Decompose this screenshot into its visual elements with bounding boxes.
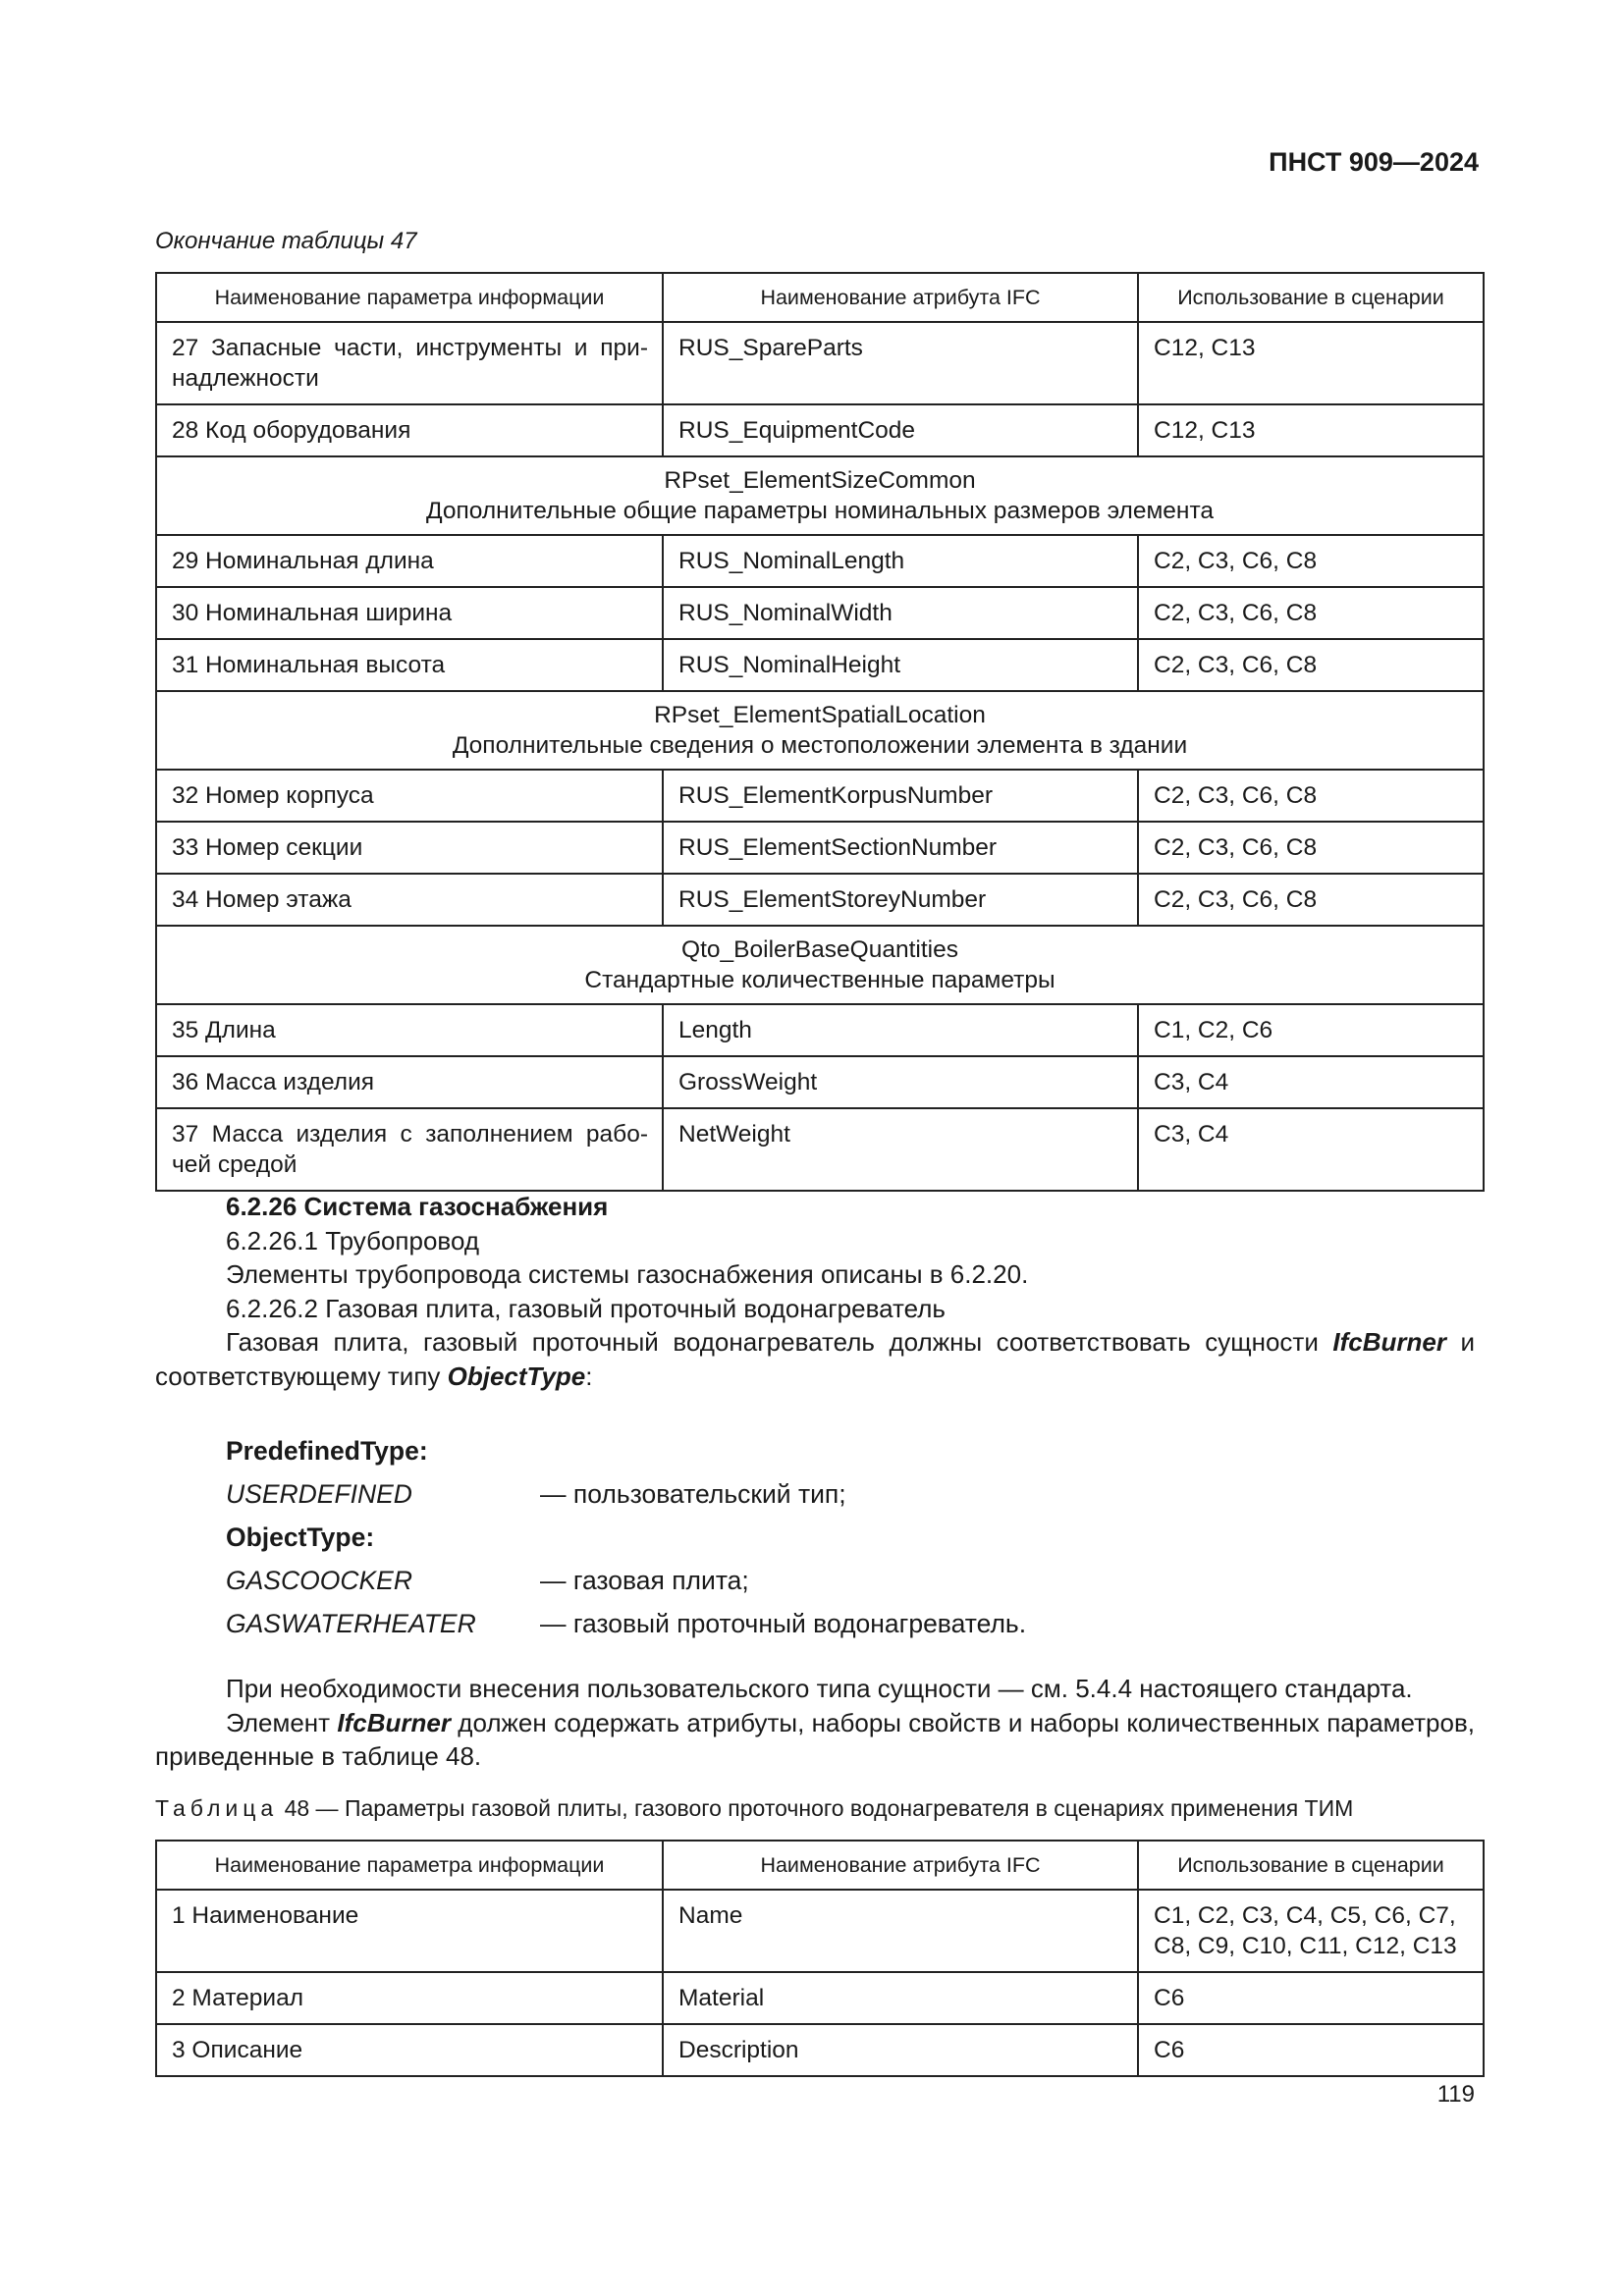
parameter-cell: 27 Запасные части, инструменты и при-надлежности <box>156 322 663 404</box>
column-header-parameter: Наименование параметра информации <box>156 1841 663 1890</box>
ifc-attribute-cell: RUS_NominalWidth <box>663 587 1138 639</box>
ifc-attribute-cell: RUS_NominalLength <box>663 535 1138 587</box>
group-cell <box>156 456 1484 535</box>
type-definitions <box>226 1429 1026 1645</box>
scenario-use-cell: C2, C3, C6, C8 <box>1138 639 1484 691</box>
column-header-scenario-use: Использование в сценарии <box>1138 1841 1484 1890</box>
section-heading: 6.2.26 Система газоснабжения <box>226 1192 609 1221</box>
definition-desc: — газовый проточный водонагреватель. <box>540 1609 1027 1638</box>
ifc-attribute-cell: RUS_ElementStoreyNumber <box>663 874 1138 926</box>
table-row <box>156 1004 1484 1056</box>
table-row <box>156 2024 1484 2076</box>
ifc-attribute-cell: RUS_NominalHeight <box>663 639 1138 691</box>
definition-desc: — пользовательский тип; <box>540 1479 846 1509</box>
parameter-cell: 2 Материал <box>156 1972 663 2024</box>
parameter-cell: 37 Масса изделия с заполнением рабо-чей средой <box>156 1108 663 1191</box>
document-code: ПНСТ 909—2024 <box>1269 147 1479 177</box>
table-row <box>156 587 1484 639</box>
ifc-attribute-cell: Name <box>663 1890 1138 1972</box>
definition-item <box>226 1602 1026 1645</box>
table-row <box>156 822 1484 874</box>
scenario-use-cell: C12, C13 <box>1138 322 1484 404</box>
ifc-attribute-cell: RUS_EquipmentCode <box>663 404 1138 456</box>
table-48-body <box>156 1890 1484 2076</box>
group-cell <box>156 691 1484 770</box>
table-row <box>156 535 1484 587</box>
table-group-row <box>156 456 1484 535</box>
ifc-attribute-cell: RUS_ElementKorpusNumber <box>663 770 1138 822</box>
scenario-use-cell: C12, C13 <box>1138 404 1484 456</box>
scenario-use-cell: C6 <box>1138 2024 1484 2076</box>
property-set-description: Дополнительные сведения о местоположении элемента в здании <box>452 732 1188 759</box>
table-row <box>156 1972 1484 2024</box>
entity-ifcburner: IfcBurner <box>337 1707 451 1737</box>
scenario-use-cell: C2, C3, C6, C8 <box>1138 822 1484 874</box>
group-cell <box>156 926 1484 1004</box>
entity-ifcburner: IfcBurner <box>1332 1327 1446 1357</box>
column-header-scenario-use: Использование в сценарии <box>1138 273 1484 322</box>
parameter-cell: 34 Номер этажа <box>156 874 663 926</box>
parameter-cell: 31 Номинальная высота <box>156 639 663 691</box>
custom-type-note: При необходимости внесения пользовательского типа сущности — см. 5.4.4 настоящего стандарта. <box>226 1674 1413 1703</box>
scenario-use-cell: C3, C4 <box>1138 1056 1484 1108</box>
table-row <box>156 404 1484 456</box>
definition-desc: — газовая плита; <box>540 1566 749 1595</box>
scenario-use-cell: C1, C2, C6 <box>1138 1004 1484 1056</box>
parameter-cell: 1 Наименование <box>156 1890 663 1972</box>
table-48 <box>155 1840 1485 2077</box>
table-group-row <box>156 926 1484 1004</box>
property-set-description: Стандартные количественные параметры <box>584 967 1056 993</box>
definition-item <box>226 1472 1026 1516</box>
scenario-use-cell: C2, C3, C6, C8 <box>1138 874 1484 926</box>
column-header-ifc-attribute: Наименование атрибута IFC <box>663 273 1138 322</box>
ifc-attribute-cell: Material <box>663 1972 1138 2024</box>
ifc-attribute-cell: GrossWeight <box>663 1056 1138 1108</box>
scenario-use-cell: C2, C3, C6, C8 <box>1138 587 1484 639</box>
scenario-use-cell: C1, C2, C3, C4, C5, C6, C7, C8, C9, C10, C11, C12, C13 <box>1138 1890 1484 1972</box>
burner-entity-paragraph: Газовая плита, газовый проточный водонагреватель должны соответствовать сущности IfcBurner и соответствующему типу ObjectType: <box>155 1327 1475 1391</box>
ifc-attribute-cell: NetWeight <box>663 1108 1138 1191</box>
subsection-burner-heading: 6.2.26.2 Газовая плита, газовый проточный водонагреватель <box>226 1293 946 1323</box>
table-row <box>156 1056 1484 1108</box>
table-48-caption: Таблица 48 — Параметры газовой плиты, газового проточного водонагревателя в сценариях применения ТИМ <box>155 1795 1354 1821</box>
table-row <box>156 1108 1484 1191</box>
definition-term: GASWATERHEATER <box>226 1609 476 1638</box>
parameter-cell: 35 Длина <box>156 1004 663 1056</box>
property-set-name: RPset_ElementSpatialLocation <box>654 702 986 728</box>
parameter-cell: 30 Номинальная ширина <box>156 587 663 639</box>
table-row <box>156 874 1484 926</box>
type-objecttype: ObjectType <box>447 1361 586 1391</box>
parameter-cell: 29 Номинальная длина <box>156 535 663 587</box>
scenario-use-cell: C2, C3, C6, C8 <box>1138 770 1484 822</box>
property-set-description: Дополнительные общие параметры номинальных размеров элемента <box>425 498 1215 524</box>
ifc-attribute-cell: RUS_SpareParts <box>663 322 1138 404</box>
page-number: 119 <box>1436 2081 1475 2108</box>
column-header-parameter: Наименование параметра информации <box>156 273 663 322</box>
table-row <box>156 639 1484 691</box>
scenario-use-cell: C3, C4 <box>1138 1108 1484 1191</box>
ifc-attribute-cell: Length <box>663 1004 1138 1056</box>
parameter-cell: 32 Номер корпуса <box>156 770 663 822</box>
predefinedtype-label: PredefinedType: <box>226 1436 428 1466</box>
property-set-name: Qto_BoilerBaseQuantities <box>681 936 958 963</box>
ifc-attribute-cell: RUS_ElementSectionNumber <box>663 822 1138 874</box>
table-row <box>156 1890 1484 1972</box>
ifc-attribute-cell: Description <box>663 2024 1138 2076</box>
property-set-name: RPset_ElementSizeCommon <box>664 467 976 494</box>
column-header-ifc-attribute: Наименование атрибута IFC <box>663 1841 1138 1890</box>
parameter-cell: 3 Описание <box>156 2024 663 2076</box>
section-closing-text <box>155 1672 1475 1774</box>
definition-item <box>226 1559 1026 1602</box>
section-6-2-26 <box>155 1190 1475 1393</box>
table-row <box>156 770 1484 822</box>
ifcburner-attributes-paragraph: Элемент IfcBurner должен содержать атрибуты, наборы свойств и наборы количественных параметров, приведенные в таблице 48. <box>155 1707 1476 1771</box>
table-47-continuation <box>155 272 1485 1192</box>
table-continuation-caption: Окончание таблицы 47 <box>155 228 417 254</box>
definition-term: USERDEFINED <box>226 1479 412 1509</box>
objecttype-label: ObjectType: <box>226 1522 375 1552</box>
subsection-pipeline-text: Элементы трубопровода системы газоснабжения описаны в 6.2.20. <box>226 1259 1029 1289</box>
scenario-use-cell: C2, C3, C6, C8 <box>1138 535 1484 587</box>
scenario-use-cell: C6 <box>1138 1972 1484 2024</box>
parameter-cell: 33 Номер секции <box>156 822 663 874</box>
subsection-pipeline-heading: 6.2.26.1 Трубопровод <box>226 1225 480 1255</box>
definition-term: GASCOOCKER <box>226 1566 412 1595</box>
table-group-row <box>156 691 1484 770</box>
table-row <box>156 322 1484 404</box>
table-47-body <box>156 322 1484 1191</box>
parameter-cell: 36 Масса изделия <box>156 1056 663 1108</box>
parameter-cell: 28 Код оборудования <box>156 404 663 456</box>
